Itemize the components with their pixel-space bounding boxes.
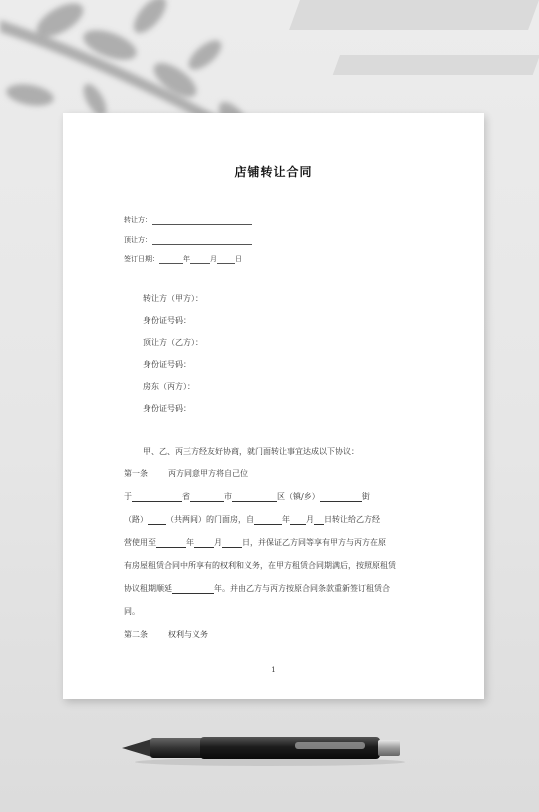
- blank-line: [314, 515, 324, 525]
- blank-line: [290, 515, 306, 525]
- day-label: 日: [235, 255, 242, 263]
- year-blank: [159, 255, 183, 264]
- text-segment: 市: [224, 492, 232, 501]
- party-line-2: 身份证号码：: [143, 316, 191, 325]
- article2-text: 权利与义务: [168, 630, 208, 639]
- text-segment: 日，并保证乙方同等享有甲方与丙方在原: [242, 538, 386, 547]
- text-segment: 营使用至: [124, 538, 156, 547]
- blank-line: [194, 538, 214, 548]
- month-label: 月: [210, 255, 217, 263]
- party-line-5: 房东（丙方）：: [143, 382, 195, 391]
- text-segment: 月: [214, 538, 222, 547]
- text-segment: 日转让给乙方经: [324, 515, 380, 524]
- text-segment: 区（镇/乡）: [277, 492, 320, 501]
- transferee-blank: [152, 236, 252, 245]
- article1-text: 丙方同意甲方将自己位: [168, 469, 248, 478]
- article1-line6: [124, 583, 390, 594]
- article1-line7: 同。: [124, 607, 140, 616]
- text-segment: 年。并由乙方与丙方按原合同条款重新签订租赁合: [214, 584, 390, 593]
- text-segment: （共两间）的门面房，自: [166, 515, 254, 524]
- page-number: 1: [271, 666, 276, 674]
- blank-line: [148, 515, 166, 525]
- blank-line: [172, 584, 214, 594]
- article1-heading: [124, 468, 248, 479]
- article1-line3: [124, 514, 380, 525]
- text-segment: 省: [182, 492, 190, 501]
- contract-page: [63, 113, 484, 699]
- text-segment: 于: [124, 492, 132, 501]
- pen-icon: [120, 728, 410, 768]
- party-line-6: 身份证号码：: [143, 404, 191, 413]
- blank-line: [254, 515, 282, 525]
- transferee-label: 顶让方：: [124, 236, 152, 244]
- day-blank: [217, 255, 235, 264]
- blank-line: [132, 492, 182, 502]
- text-segment: 年: [282, 515, 290, 524]
- article1-number: 第一条: [124, 469, 148, 478]
- text-segment: 年: [186, 538, 194, 547]
- transferor-blank: [152, 216, 252, 225]
- document-title: 店铺转让合同: [234, 165, 313, 179]
- blank-line: [232, 492, 277, 502]
- article2-heading: [124, 629, 208, 640]
- party-line-3: 顶让方（乙方）：: [143, 338, 203, 347]
- blank-line: [190, 492, 224, 502]
- text-segment: （路）: [124, 515, 148, 524]
- month-blank: [190, 255, 210, 264]
- article1-line5: 有房屋租赁合同中所享有的权利和义务，在甲方租赁合同期满后，按照原租赁: [124, 561, 396, 570]
- year-label: 年: [183, 255, 190, 263]
- text-segment: 协议租期顺延: [124, 584, 172, 593]
- text-segment: 月: [306, 515, 314, 524]
- blank-line: [156, 538, 186, 548]
- sign-date-label: 签订日期：: [124, 255, 159, 263]
- transferor-field: [124, 215, 252, 225]
- article2-number: 第二条: [124, 630, 148, 639]
- transferee-field: [124, 235, 252, 245]
- article1-line2: [124, 491, 370, 502]
- party-line-1: 转让方（甲方）：: [143, 294, 203, 303]
- blank-line: [222, 538, 242, 548]
- party-line-4: 身份证号码：: [143, 360, 191, 369]
- article1-line4: [124, 537, 386, 548]
- intro-paragraph: 甲、乙、丙三方经友好协商，就门面转让事宜达成以下协议：: [143, 447, 359, 456]
- blank-line: [320, 492, 362, 502]
- transferor-label: 转让方：: [124, 216, 152, 224]
- sign-date-field: [124, 254, 242, 264]
- text-segment: 街: [361, 492, 370, 501]
